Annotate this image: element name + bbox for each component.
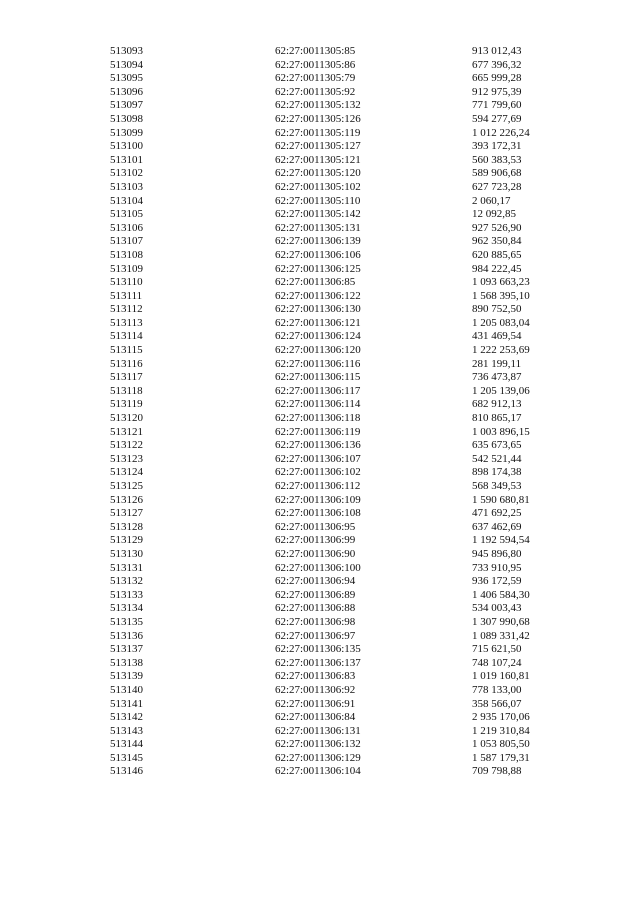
cadastral-value: 1 192 594,54	[472, 534, 530, 547]
table-row	[110, 330, 582, 344]
record-number: 513111	[110, 289, 143, 302]
cadastral-value: 534 003,43	[472, 602, 522, 615]
cadastral-value: 1 222 253,69	[472, 344, 530, 357]
table-row	[110, 711, 582, 725]
record-number: 513142	[110, 711, 143, 724]
cadastral-number: 62:27:0011306:84	[275, 711, 356, 724]
cadastral-value: 677 396,32	[472, 58, 522, 71]
cadastral-number: 62:27:0011305:121	[275, 153, 361, 166]
record-number: 513122	[110, 439, 143, 452]
table-row	[110, 616, 582, 630]
cadastral-number: 62:27:0011306:139	[275, 235, 361, 248]
record-number: 513115	[110, 344, 143, 357]
cadastral-value: 945 896,80	[472, 547, 522, 560]
cadastral-value: 1 568 395,10	[472, 289, 530, 302]
cadastral-number: 62:27:0011306:129	[275, 751, 361, 764]
cadastral-number: 62:27:0011305:127	[275, 140, 361, 153]
table-row	[110, 317, 582, 331]
record-number: 513108	[110, 248, 143, 261]
record-number: 513140	[110, 683, 143, 696]
cadastral-value: 1 012 226,24	[472, 126, 530, 139]
record-number: 513119	[110, 398, 143, 411]
record-number: 513138	[110, 656, 143, 669]
cadastral-number: 62:27:0011306:112	[275, 480, 361, 492]
table-row	[110, 222, 582, 236]
record-number: 513145	[110, 751, 143, 764]
cadastral-value: 620 885,65	[472, 248, 522, 261]
record-number: 513109	[110, 262, 143, 275]
record-number: 513094	[110, 58, 143, 71]
cadastral-number: 62:27:0011306:122	[275, 289, 361, 302]
cadastral-value: 1 587 179,31	[472, 751, 530, 764]
record-number: 513093	[110, 45, 143, 57]
cadastral-value: 2 935 170,06	[472, 711, 530, 724]
record-number: 513100	[110, 140, 143, 153]
cadastral-number: 62:27:0011306:92	[275, 683, 356, 696]
cadastral-value: 560 383,53	[472, 153, 522, 166]
record-number: 513121	[110, 425, 143, 438]
table-row	[110, 181, 582, 195]
record-number: 513135	[110, 615, 143, 628]
cadastral-value: 733 910,95	[472, 561, 522, 574]
cadastral-value: 682 912,13	[472, 398, 522, 411]
record-number: 513130	[110, 547, 143, 560]
cadastral-value: 1 003 896,15	[472, 425, 530, 438]
table-row	[110, 263, 582, 277]
table-row	[110, 412, 582, 426]
cadastral-value: 627 723,28	[472, 180, 522, 193]
record-number: 513099	[110, 126, 143, 139]
cadastral-value: 637 462,69	[472, 520, 522, 533]
table-row	[110, 643, 582, 657]
record-number: 513136	[110, 629, 143, 642]
record-number: 513123	[110, 452, 143, 465]
table-row	[110, 534, 582, 548]
cadastral-number: 62:27:0011305:92	[275, 85, 356, 98]
table-row	[110, 59, 582, 73]
cadastral-number: 62:27:0011306:90	[275, 547, 356, 560]
cadastral-number: 62:27:0011306:91	[275, 697, 356, 710]
cadastral-number: 62:27:0011306:137	[275, 656, 361, 669]
record-number: 513114	[110, 330, 143, 343]
cadastral-number: 62:27:0011306:83	[275, 670, 356, 683]
cadastral-number: 62:27:0011306:104	[275, 765, 361, 778]
table-row	[110, 86, 582, 100]
cadastral-number: 62:27:0011306:106	[275, 248, 361, 261]
cadastral-value: 936 172,59	[472, 575, 522, 588]
cadastral-value: 1 205 083,04	[472, 316, 530, 329]
record-number: 513146	[110, 765, 143, 778]
record-number: 513141	[110, 697, 143, 710]
cadastral-value: 771 799,60	[472, 99, 522, 112]
table-row	[110, 154, 582, 168]
table-row	[110, 507, 582, 521]
table-row	[110, 453, 582, 467]
table-row	[110, 752, 582, 766]
table-row	[110, 439, 582, 453]
cadastral-number: 62:27:0011305:119	[275, 126, 361, 139]
cadastral-value: 715 621,50	[472, 643, 522, 656]
record-number: 513095	[110, 72, 143, 85]
record-number: 513131	[110, 561, 143, 574]
table-row	[110, 575, 582, 589]
cadastral-value: 393 172,31	[472, 140, 522, 153]
record-number: 513106	[110, 221, 143, 234]
cadastral-number: 62:27:0011306:89	[275, 588, 356, 601]
table-row	[110, 698, 582, 712]
record-number: 513132	[110, 575, 143, 588]
cadastral-number: 62:27:0011306:118	[275, 412, 361, 425]
table-row	[110, 127, 582, 141]
table-row	[110, 290, 582, 304]
record-number: 513113	[110, 316, 143, 329]
table-row	[110, 602, 582, 616]
table-row	[110, 426, 582, 440]
cadastral-value: 810 865,17	[472, 412, 522, 425]
table-row	[110, 562, 582, 576]
table-row	[110, 480, 582, 494]
cadastral-value: 589 906,68	[472, 167, 522, 180]
cadastral-number: 62:27:0011305:142	[275, 208, 361, 221]
record-number: 513104	[110, 194, 143, 207]
table-row	[110, 195, 582, 209]
cadastral-number: 62:27:0011305:102	[275, 180, 361, 193]
cadastral-value: 358 566,07	[472, 697, 522, 710]
cadastral-value: 471 692,25	[472, 507, 522, 520]
record-number: 513105	[110, 208, 143, 221]
cadastral-number: 62:27:0011306:94	[275, 575, 356, 588]
cadastral-number: 62:27:0011306:95	[275, 520, 356, 533]
table-row	[110, 45, 582, 59]
table-row	[110, 521, 582, 535]
cadastral-number: 62:27:0011306:115	[275, 371, 361, 384]
cadastral-number: 62:27:0011306:130	[275, 303, 361, 316]
cadastral-value: 1 205 139,06	[472, 384, 530, 397]
record-number: 513098	[110, 112, 143, 125]
cadastral-number: 62:27:0011306:132	[275, 738, 361, 751]
cadastral-number: 62:27:0011306:121	[275, 316, 361, 329]
record-number: 513128	[110, 520, 143, 533]
cadastral-number: 62:27:0011306:135	[275, 643, 361, 656]
cadastral-value: 1 053 805,50	[472, 738, 530, 751]
cadastral-value: 1 406 584,30	[472, 588, 530, 601]
record-number: 513118	[110, 384, 143, 397]
record-number: 513129	[110, 534, 143, 547]
table-row	[110, 371, 582, 385]
record-number: 513139	[110, 670, 143, 683]
table-row	[110, 358, 582, 372]
cadastral-value: 1 590 680,81	[472, 493, 530, 506]
record-number: 513107	[110, 235, 143, 248]
table-row	[110, 385, 582, 399]
cadastral-value: 912 975,39	[472, 85, 522, 98]
record-number: 513110	[110, 276, 143, 289]
cadastral-value: 778 133,00	[472, 683, 522, 696]
cadastral-value: 927 526,90	[472, 221, 522, 234]
table-row	[110, 235, 582, 249]
cadastral-number: 62:27:0011306:131	[275, 724, 361, 737]
cadastral-value: 709 798,88	[472, 765, 522, 778]
cadastral-value: 635 673,65	[472, 439, 522, 452]
table-row	[110, 276, 582, 290]
table-row	[110, 765, 582, 779]
table-row	[110, 167, 582, 181]
table-row	[110, 99, 582, 113]
record-number: 513144	[110, 738, 143, 751]
cadastral-value: 748 107,24	[472, 656, 522, 669]
cadastral-number: 62:27:0011305:85	[275, 45, 356, 57]
cadastral-number: 62:27:0011305:131	[275, 221, 361, 234]
table-row	[110, 113, 582, 127]
cadastral-value: 1 093 663,23	[472, 276, 530, 289]
cadastral-value-table	[110, 45, 582, 779]
cadastral-number: 62:27:0011306:120	[275, 344, 361, 357]
record-number: 513112	[110, 303, 143, 316]
table-row	[110, 548, 582, 562]
table-row	[110, 630, 582, 644]
record-number: 513120	[110, 412, 143, 425]
cadastral-number: 62:27:0011306:99	[275, 534, 356, 547]
table-row	[110, 670, 582, 684]
table-row	[110, 494, 582, 508]
table-row	[110, 589, 582, 603]
table-row	[110, 738, 582, 752]
record-number: 513103	[110, 180, 143, 193]
cadastral-value: 12 092,85	[472, 208, 516, 221]
cadastral-value: 281 199,11	[472, 357, 522, 370]
cadastral-number: 62:27:0011306:85	[275, 276, 356, 289]
record-number: 513134	[110, 602, 143, 615]
record-number: 513126	[110, 493, 143, 506]
record-number: 513124	[110, 466, 143, 479]
cadastral-value: 431 469,54	[472, 330, 522, 343]
record-number: 513127	[110, 507, 143, 520]
table-row	[110, 303, 582, 317]
cadastral-number: 62:27:0011306:136	[275, 439, 361, 452]
table-row	[110, 72, 582, 86]
cadastral-value: 542 521,44	[472, 452, 522, 465]
record-number: 513101	[110, 153, 143, 166]
cadastral-value: 913 012,43	[472, 45, 522, 57]
cadastral-number: 62:27:0011306:98	[275, 615, 356, 628]
record-number: 513143	[110, 724, 143, 737]
cadastral-number: 62:27:0011306:116	[275, 357, 361, 370]
cadastral-number: 62:27:0011306:124	[275, 330, 361, 343]
cadastral-number: 62:27:0011305:79	[275, 72, 356, 85]
cadastral-number: 62:27:0011305:120	[275, 167, 361, 180]
record-number: 513137	[110, 643, 143, 656]
cadastral-number: 62:27:0011306:97	[275, 629, 356, 642]
record-number: 513116	[110, 357, 143, 370]
table-row	[110, 249, 582, 263]
cadastral-value: 1 019 160,81	[472, 670, 530, 683]
cadastral-number: 62:27:0011306:100	[275, 561, 361, 574]
cadastral-value: 962 350,84	[472, 235, 522, 248]
cadastral-number: 62:27:0011305:126	[275, 112, 361, 125]
table-body	[110, 45, 582, 779]
cadastral-number: 62:27:0011305:86	[275, 58, 356, 71]
cadastral-number: 62:27:0011306:125	[275, 262, 361, 275]
table-row	[110, 140, 582, 154]
cadastral-number: 62:27:0011306:108	[275, 507, 361, 520]
cadastral-number: 62:27:0011306:114	[275, 398, 361, 411]
cadastral-value: 898 174,38	[472, 466, 522, 479]
record-number: 513133	[110, 588, 143, 601]
table-row	[110, 725, 582, 739]
cadastral-value: 2 060,17	[472, 194, 511, 207]
cadastral-number: 62:27:0011306:88	[275, 602, 356, 615]
cadastral-value: 665 999,28	[472, 72, 522, 85]
cadastral-value: 984 222,45	[472, 262, 522, 275]
cadastral-number: 62:27:0011306:107	[275, 452, 361, 465]
cadastral-number: 62:27:0011306:102	[275, 466, 361, 479]
table-row	[110, 657, 582, 671]
cadastral-value: 890 752,50	[472, 303, 522, 316]
cadastral-number: 62:27:0011305:132	[275, 99, 361, 112]
cadastral-value: 1 089 331,42	[472, 629, 530, 642]
record-number: 513102	[110, 167, 143, 180]
cadastral-value: 594 277,69	[472, 112, 522, 125]
table-row	[110, 208, 582, 222]
table-row	[110, 398, 582, 412]
cadastral-number: 62:27:0011306:109	[275, 493, 361, 506]
table-row	[110, 466, 582, 480]
record-number: 513117	[110, 371, 143, 384]
cadastral-value: 568 349,53	[472, 480, 522, 492]
cadastral-number: 62:27:0011306:119	[275, 425, 361, 438]
cadastral-number: 62:27:0011305:110	[275, 194, 361, 207]
record-number: 513097	[110, 99, 143, 112]
table-row	[110, 344, 582, 358]
table-row	[110, 684, 582, 698]
record-number: 513125	[110, 480, 143, 492]
cadastral-value: 1 307 990,68	[472, 615, 530, 628]
cadastral-value: 1 219 310,84	[472, 724, 530, 737]
record-number: 513096	[110, 85, 143, 98]
cadastral-number: 62:27:0011306:117	[275, 384, 361, 397]
cadastral-value: 736 473,87	[472, 371, 522, 384]
